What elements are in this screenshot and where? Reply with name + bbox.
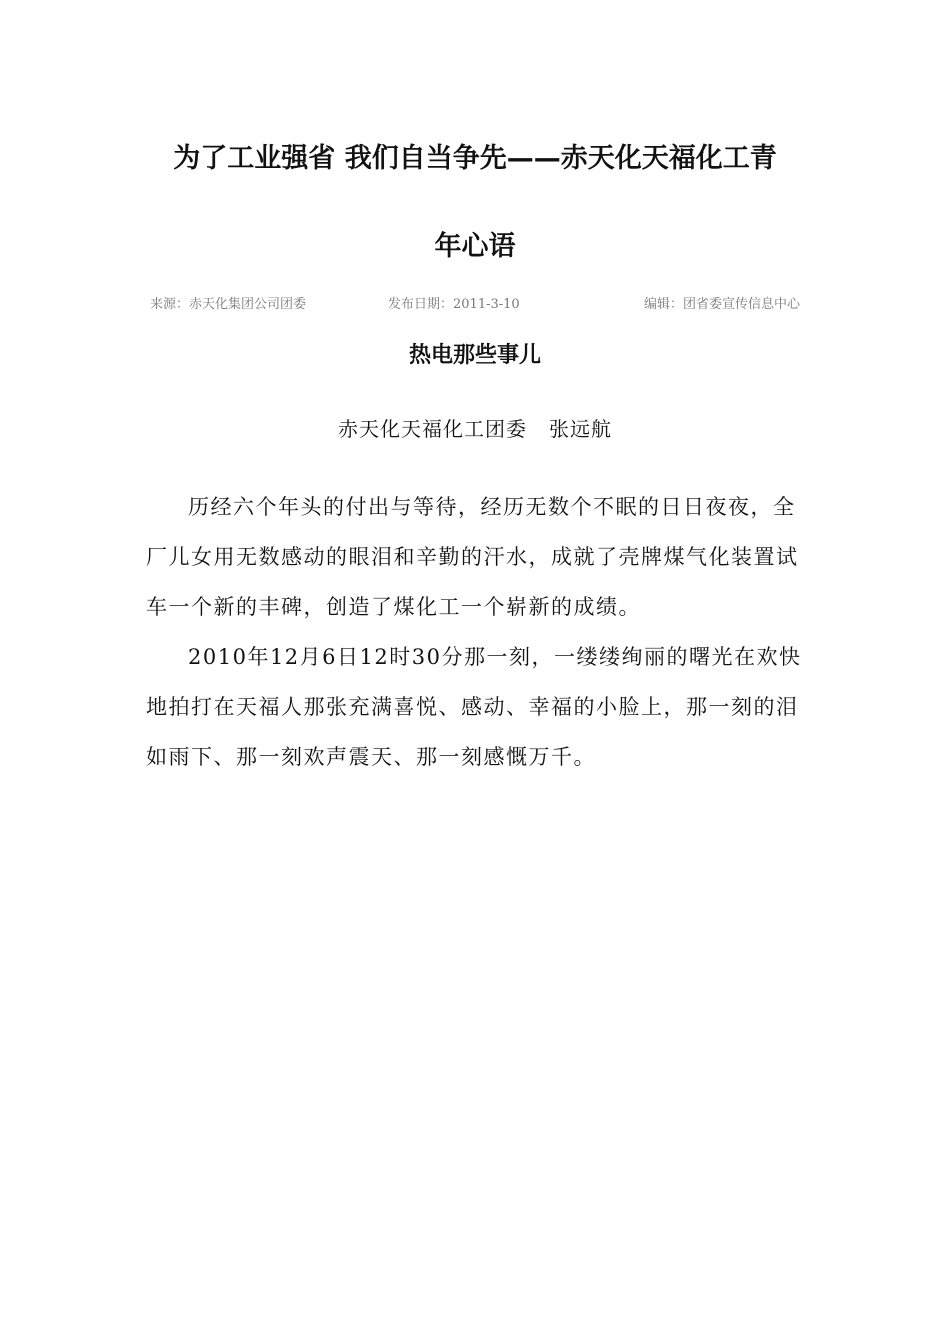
article-byline: 赤天化天福化工团委 张远航 <box>337 417 613 441</box>
article-title-line-1: 为了工业强省 我们自当争先——赤天化天福化工青 <box>173 143 777 174</box>
body-paragraph: 历经六个年头的付出与等待，经历无数个不眠的日日夜夜，全厂儿女用无数感动的眼泪和辛勤的汗水，成就了壳牌煤气化装置试车一个新的丰碑，创造了煤化工一个崭新的成绩。 <box>146 495 799 619</box>
body-paragraph: 2010年12月6日12时30分那一刻，一缕缕绚丽的曙光在欢快地拍打在天福人那张充满喜悦、感动、幸福的小脸上，那一刻的泪如雨下、那一刻欢声震天、那一刻感慨万千。 <box>146 645 802 769</box>
article-publish-date: 发布日期：2011-3-10 <box>388 297 520 312</box>
article-title-line-2: 年心语 <box>434 231 516 262</box>
article-body <box>146 482 806 782</box>
article-editor: 编辑：团省委宣传信息中心 <box>643 297 800 312</box>
article-subtitle: 热电那些事儿 <box>408 343 541 368</box>
article-source: 来源：赤天化集团公司团委 <box>150 297 307 312</box>
